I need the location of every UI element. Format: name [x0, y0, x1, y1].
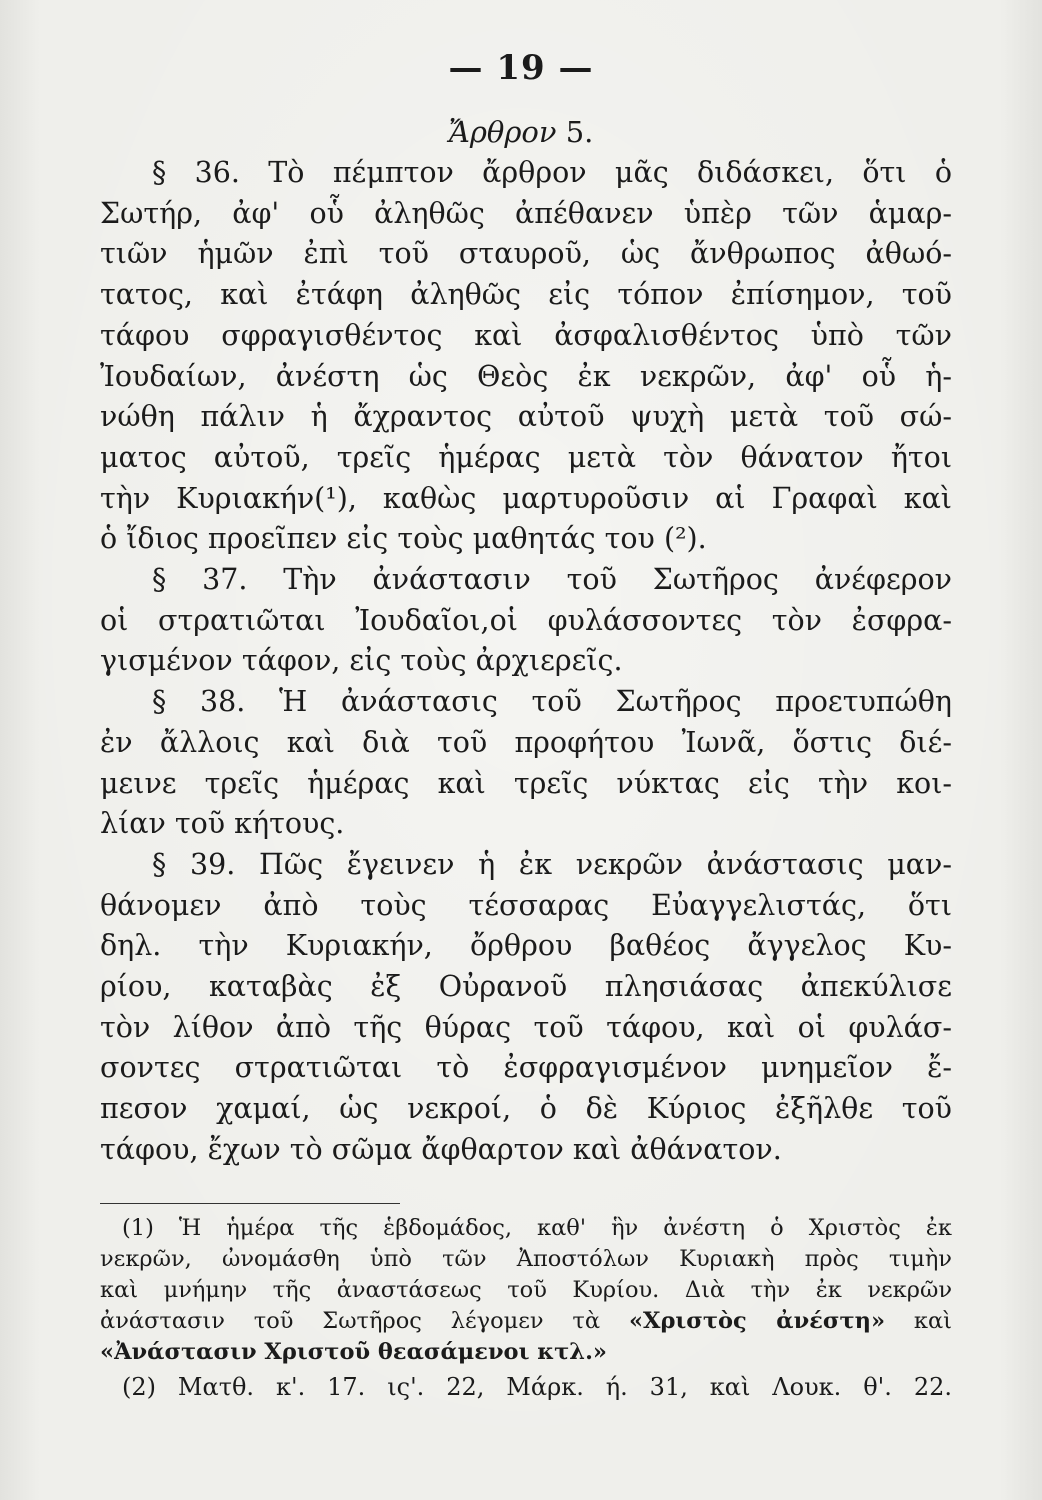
- footnote-2: (2) Ματθ. κ'. 17. ις'. 22, Μάρκ. ή. 31, καὶ Λουκ. θ'. 22.: [122, 1373, 952, 1401]
- text-line: τὴν Κυριακήν(¹), καθὼς μαρτυροῦσιν αἱ Γραφαὶ καὶ: [100, 481, 952, 515]
- text-line: τιῶν ἡμῶν ἐπὶ τοῦ σταυροῦ, ὡς ἄνθρωπος ἀθωό-: [100, 237, 952, 271]
- footnote-text: ἀνάστασιν τοῦ Σωτῆρος λέγομεν τὰ: [100, 1308, 601, 1334]
- footnote-line: [100, 1306, 952, 1337]
- text-line: ὁ ἴδιος προεῖπεν εἰς τοὺς μαθητάς του (²).: [100, 522, 707, 556]
- text-line: § 38. Ἡ ἀνάστασις τοῦ Σωτῆρος προετυπώθη: [152, 685, 952, 719]
- footnotes: [100, 1213, 952, 1403]
- text-line: τάφου, ἔχων τὸ σῶμα ἄφθαρτον καὶ ἀθάνατον.: [100, 1132, 782, 1166]
- text-line: τάφου σφραγισθέντος καὶ ἀσφαλισθέντος ὑπὸ τῶν: [100, 318, 952, 352]
- footnote-quote: «Ἀνάστασιν Χριστοῦ θεασάμενοι κτλ.»: [100, 1339, 607, 1365]
- text-line: μεινε τρεῖς ἡμέρας καὶ τρεῖς νύκτας εἰς τὴν κοι-: [100, 766, 952, 800]
- footnote-rule: [100, 1203, 400, 1204]
- footnote-1: [100, 1213, 952, 1368]
- text-line: § 39. Πῶς ἔγεινεν ἡ ἐκ νεκρῶν ἀνάστασις μαν-: [152, 847, 952, 881]
- footnote-text: καὶ: [913, 1308, 952, 1334]
- text-line: σοντες στρατιῶται τὸ ἐσφραγισμένον μνημεῖον ἔ-: [100, 1051, 952, 1085]
- article-heading-number: 5.: [565, 115, 594, 149]
- text-line: τὸν λίθον ἀπὸ τῆς θύρας τοῦ τάφου, καὶ οἱ φυλάσ-: [100, 1010, 952, 1044]
- text-line: ἐν ἄλλοις καὶ διὰ τοῦ προφήτου Ἰωνᾶ, ὅστις διέ-: [100, 725, 952, 759]
- text-line: § 36. Τὸ πέμπτον ἄρθρον μᾶς διδάσκει, ὅτι ὁ: [152, 156, 952, 189]
- text-line: ματος αὐτοῦ, τρεῖς ἡμέρας μετὰ τὸν θάνατον ἤτοι: [100, 440, 952, 474]
- paragraph-36: [100, 153, 952, 560]
- text-line: ρίου, καταβὰς ἐξ Οὐρανοῦ πλησιάσας ἀπεκύλισε: [100, 970, 952, 1004]
- text-line: θάνομεν ἀπὸ τοὺς τέσσαρας Εὐαγγελιστάς, ὅτι: [100, 888, 952, 922]
- text-line: Σωτήρ, ἀφ' οὗ ἀληθῶς ἀπέθανεν ὑπὲρ τῶν ἁμαρ-: [100, 196, 952, 230]
- footnote-line: (1) Ἡ ἡμέρα τῆς ἑβδομάδος, καθ' ἣν ἀνέστη ὁ Χριστὸς ἐκ: [122, 1215, 952, 1241]
- body-text: [100, 153, 952, 1171]
- text-line: Ἰουδαίων, ἀνέστη ὡς Θεὸς ἐκ νεκρῶν, ἀφ' οὗ ἡ-: [100, 359, 952, 393]
- paragraph-37: [100, 560, 952, 682]
- text-line: τατος, καὶ ἐτάφη ἀληθῶς εἰς τόπον ἐπίσημον, τοῦ: [100, 278, 952, 312]
- footnote-line: καὶ μνήμην τῆς ἀναστάσεως τοῦ Κυρίου. Διὰ τὴν ἐκ νεκρῶν: [100, 1277, 952, 1303]
- article-heading-word: Ἄρθρον: [448, 115, 557, 149]
- text-line: § 37. Τὴν ἀνάστασιν τοῦ Σωτῆρος ἀνέφερον: [152, 563, 952, 597]
- text-line: νώθη πάλιν ἡ ἄχραντος αὐτοῦ ψυχὴ μετὰ τοῦ σώ-: [100, 400, 952, 434]
- article-heading: [0, 115, 1042, 149]
- footnote-line: νεκρῶν, ὠνομάσθη ὑπὸ τῶν Ἀποστόλων Κυριακὴ πρὸς τιμὴν: [100, 1246, 952, 1272]
- text-line: οἱ στρατιῶται Ἰουδαῖοι,οἱ φυλάσσοντες τὸν ἐσφρα-: [100, 603, 952, 637]
- text-line: λίαν τοῦ κήτους.: [100, 807, 345, 841]
- text-line: πεσον χαμαί, ὡς νεκροί, ὁ δὲ Κύριος ἐξῆλθε τοῦ: [100, 1092, 952, 1126]
- paragraph-38: [100, 682, 952, 845]
- footnote-quote: «Χριστὸς ἀνέστη»: [628, 1308, 886, 1334]
- paragraph-39: [100, 845, 952, 1171]
- page-number: — 19 —: [448, 48, 594, 88]
- text-line: δηλ. τὴν Κυριακήν, ὄρθρου βαθέος ἄγγελος Κυ-: [100, 929, 952, 963]
- text-line: γισμένον τάφον, εἰς τοὺς ἀρχιερεῖς.: [100, 644, 623, 678]
